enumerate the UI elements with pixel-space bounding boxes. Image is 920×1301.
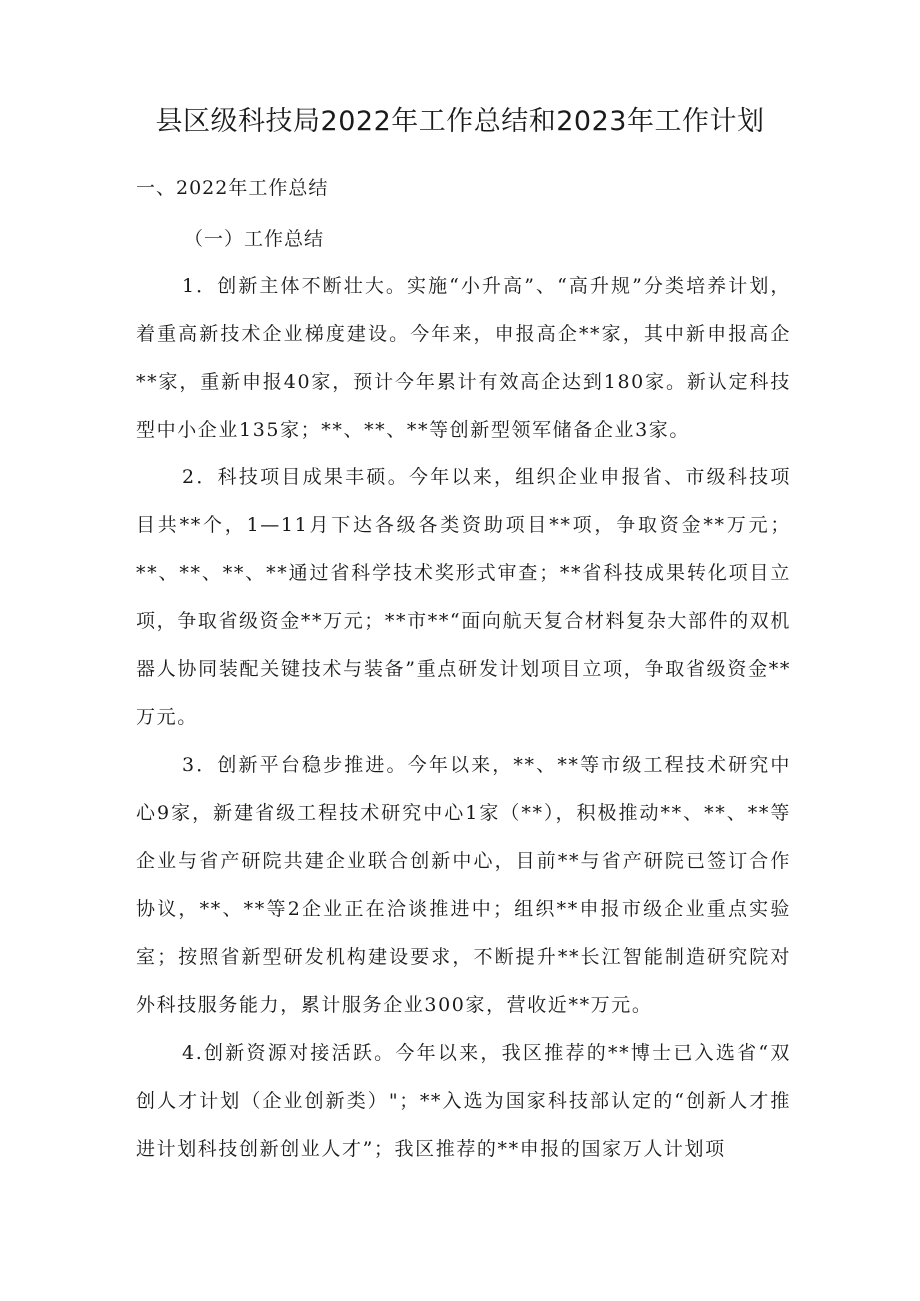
- paragraph: 1．创新主体不断壮大。实施“小升高”、“高升规”分类培养计划，着重高新技术企业梯度建设。今年来，申报高企**家，其中新申报高企**家，重新申报40家，预计今年累计有效高企达到180家。新认定科技型中小企业135家；**、**、**等创新型领军储备企业3家。: [136, 275, 791, 441]
- paragraph: 2．科技项目成果丰硕。今年以来，组织企业申报省、市级科技项目共**个，1—11月下达各级各类资助项目**项，争取资金**万元；**、**、**、**通过省科学技术奖形式审查；**省科技成果转化项目立项，争取省级资金**万元；**市**“面向航天复合材料复杂大部件的双机器人协同装配关键技术与装备”重点研发计划项目立项，争取省级资金**万元。: [136, 466, 791, 728]
- paragraph: 3．创新平台稳步推进。今年以来，**、**等市级工程技术研究中心9家，新建省级工程技术研究中心1家（**），积极推动**、**、**等企业与省产研院共建企业联合创新中心，目前**与省产研院已签订合作协议，**、**等2企业正在洽谈推进中；组织**申报市级企业重点实验室；按照省新型研发机构建设要求，不断提升**长江智能制造研究院对外科技服务能力，累计服务企业300家，营收近**万元。: [136, 754, 791, 1016]
- subsection-heading: （一）工作总结: [184, 228, 325, 250]
- document-title: 县区级科技局2022年工作总结和2023年工作计划: [155, 106, 765, 137]
- section-heading: 一、2022年工作总结: [136, 177, 329, 199]
- paragraph: 4.创新资源对接活跃。今年以来，我区推荐的**博士已入选省“双创人才计划（企业创新类）"；**入选为国家科技部认定的“创新人才推进计划科技创新创业人才”；我区推荐的**申报的国家万人计划项: [136, 1042, 791, 1160]
